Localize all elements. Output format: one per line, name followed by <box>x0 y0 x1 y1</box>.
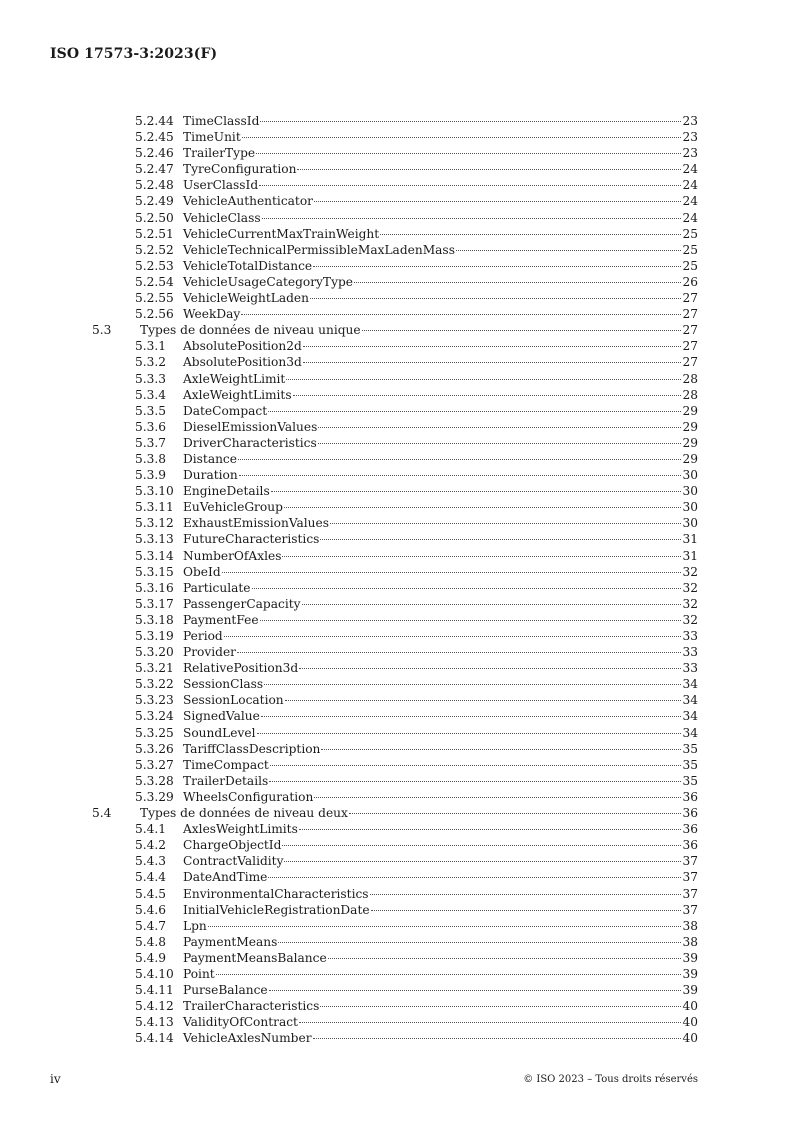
toc-entry-page: 36 <box>682 822 698 837</box>
toc-entry-page: 25 <box>682 258 698 273</box>
toc-entry-title: Lpn <box>183 918 207 933</box>
toc-entry-page: 35 <box>682 741 698 756</box>
toc-entry-number: 5.4.3 <box>135 854 167 869</box>
toc-entry[interactable] <box>92 580 698 596</box>
toc-dot-leader <box>310 298 681 299</box>
toc-entry-number: 5.2.44 <box>135 114 174 128</box>
toc-dot-leader <box>261 716 682 717</box>
toc-entry-title: PaymentMeansBalance <box>183 950 327 965</box>
toc-dot-leader <box>269 990 682 991</box>
toc-entry-number: 5.2.56 <box>135 307 174 322</box>
toc-entry-title: VehicleWeightLaden <box>183 291 309 306</box>
toc-entry-page: 34 <box>682 725 698 740</box>
toc-entry-title: AxleWeightLimits <box>183 387 292 402</box>
toc-entry-title: PaymentFee <box>183 612 259 627</box>
toc-entry-page: 31 <box>682 532 698 547</box>
toc-entry-number: 5.4.13 <box>135 1015 174 1030</box>
toc-entry-number: 5.3.28 <box>135 773 174 788</box>
toc-entry-title: Particulate <box>183 580 251 595</box>
toc-entry[interactable] <box>92 789 698 805</box>
toc-entry-page: 39 <box>682 966 698 981</box>
toc-entry-page: 24 <box>682 210 698 225</box>
toc-entry-number: 5.3.18 <box>135 612 174 627</box>
toc-entry-number: 5.3.17 <box>135 596 174 611</box>
toc-entry[interactable] <box>92 692 698 708</box>
toc-entry-number: 5.3.15 <box>135 564 174 579</box>
toc-entry[interactable] <box>92 145 698 161</box>
toc-entry-number: 5.4.2 <box>135 838 167 853</box>
toc-entry[interactable] <box>92 805 698 821</box>
toc-entry[interactable] <box>92 853 698 869</box>
toc-entry-title: TimeCompact <box>183 757 269 772</box>
toc-entry-title: InitialVehicleRegistrationDate <box>183 902 370 917</box>
toc-entry[interactable] <box>92 354 698 370</box>
toc-entry-number: 5.3.2 <box>135 355 167 370</box>
toc-entry-title: EnvironmentalCharacteristics <box>183 886 369 901</box>
toc-entry-page: 37 <box>682 902 698 917</box>
toc-dot-leader <box>362 330 682 331</box>
toc-entry-title: Point <box>183 966 215 981</box>
toc-entry-title: VehicleTechnicalPermissibleMaxLadenMass <box>183 242 455 257</box>
toc-entry-title: TariffClassDescription <box>183 741 321 756</box>
toc-entry-number: 5.2.48 <box>135 178 174 193</box>
table-of-contents <box>92 113 698 1046</box>
toc-entry-number: 5.3.7 <box>135 435 167 450</box>
toc-entry-page: 23 <box>682 130 698 145</box>
toc-entry[interactable] <box>92 226 698 242</box>
toc-entry-page: 30 <box>682 468 698 483</box>
toc-entry-page: 25 <box>682 242 698 257</box>
toc-entry-page: 32 <box>682 564 698 579</box>
toc-dot-leader <box>330 523 681 524</box>
toc-entry[interactable] <box>92 531 698 547</box>
toc-entry[interactable] <box>92 548 698 564</box>
toc-entry-page: 35 <box>682 773 698 788</box>
toc-entry-page: 27 <box>682 339 698 354</box>
toc-entry-page: 28 <box>682 387 698 402</box>
toc-entry-title: EngineDetails <box>183 484 270 499</box>
toc-entry-title: SignedValue <box>183 709 260 724</box>
toc-dot-leader <box>299 668 681 669</box>
toc-dot-leader <box>313 266 681 267</box>
toc-entry-page: 36 <box>682 838 698 853</box>
toc-entry-number: 5.3.13 <box>135 532 174 547</box>
toc-entry-number: 5.4.9 <box>135 950 167 965</box>
toc-entry[interactable] <box>92 338 698 354</box>
toc-entry-number: 5.4.12 <box>135 999 174 1014</box>
toc-dot-leader <box>268 411 681 412</box>
toc-entry[interactable] <box>92 515 698 531</box>
toc-entry-number: 5.3.8 <box>135 451 167 466</box>
toc-dot-leader <box>318 443 682 444</box>
toc-entry-number: 5.2.46 <box>135 146 174 161</box>
toc-entry-number: 5.3.4 <box>135 387 167 402</box>
toc-entry-number: 5.3.29 <box>135 789 174 804</box>
toc-entry-number: 5.3.5 <box>135 403 167 418</box>
toc-entry-title: AxleWeightLimit <box>183 371 286 386</box>
toc-entry-number: 5.3.22 <box>135 677 174 692</box>
toc-dot-leader <box>270 765 682 766</box>
toc-entry[interactable] <box>92 660 698 676</box>
toc-entry-page: 39 <box>682 950 698 965</box>
toc-entry-number: 5.3.20 <box>135 645 174 660</box>
toc-entry[interactable] <box>92 322 698 338</box>
toc-entry-title: VehicleClass <box>183 210 261 225</box>
toc-entry-title: AbsolutePosition2d <box>183 339 302 354</box>
toc-entry-number: 5.2.54 <box>135 274 174 289</box>
toc-entry-page: 26 <box>682 274 698 289</box>
toc-entry-page: 30 <box>682 516 698 531</box>
toc-entry-number: 5.4.11 <box>135 983 174 998</box>
toc-dot-leader <box>224 636 682 637</box>
toc-entry-title: SoundLevel <box>183 725 256 740</box>
toc-entry-page: 29 <box>682 435 698 450</box>
toc-entry[interactable] <box>92 129 698 145</box>
toc-dot-leader <box>282 845 681 846</box>
toc-entry-page: 33 <box>682 645 698 660</box>
toc-entry-number: 5.4.10 <box>135 966 174 981</box>
toc-dot-leader <box>208 926 682 927</box>
toc-dot-leader <box>456 250 682 251</box>
toc-dot-leader <box>216 974 682 975</box>
toc-entry-title: NumberOfAxles <box>183 548 282 563</box>
toc-entry[interactable] <box>92 998 698 1014</box>
toc-entry-title: VehicleTotalDistance <box>183 258 313 273</box>
footer-page-number: iv <box>50 1072 61 1086</box>
toc-entry-number: 5.3.19 <box>135 629 174 643</box>
toc-entry[interactable] <box>92 451 698 467</box>
toc-dot-leader <box>237 652 681 653</box>
toc-entry-page: 23 <box>682 114 698 128</box>
toc-dot-leader <box>252 588 682 589</box>
toc-entry-title: VehicleAxlesNumber <box>183 1031 312 1046</box>
toc-dot-leader <box>349 813 682 814</box>
toc-entry-title: TimeClassId <box>183 114 260 128</box>
toc-dot-leader <box>297 169 681 170</box>
toc-entry-number: 5.3.10 <box>135 484 174 499</box>
toc-dot-leader <box>264 684 681 685</box>
toc-entry[interactable] <box>92 596 698 612</box>
toc-entry[interactable] <box>92 934 698 950</box>
toc-entry[interactable] <box>92 210 698 226</box>
toc-entry[interactable] <box>92 741 698 757</box>
toc-entry[interactable] <box>92 177 698 193</box>
toc-entry-title: TyreConfiguration <box>183 162 297 177</box>
toc-entry-number: 5.4.8 <box>135 934 167 949</box>
toc-entry[interactable] <box>92 403 698 419</box>
toc-entry-number: 5.3.9 <box>135 468 167 483</box>
toc-entry-number: 5.4.4 <box>135 870 167 885</box>
toc-entry-page: 27 <box>682 307 698 322</box>
toc-entry-title: RelativePosition3d <box>183 661 299 676</box>
toc-entry-title: SessionLocation <box>183 693 284 708</box>
toc-entry-title: Duration <box>183 468 238 483</box>
toc-entry[interactable] <box>92 966 698 982</box>
toc-dot-leader <box>262 218 682 219</box>
toc-dot-leader <box>321 749 681 750</box>
toc-entry-page: 40 <box>682 999 698 1014</box>
toc-entry-page: 36 <box>682 806 698 821</box>
toc-entry-page: 29 <box>682 419 698 434</box>
toc-dot-leader <box>241 314 681 315</box>
toc-entry-title: Period <box>183 629 223 643</box>
toc-entry-title: ValidityOfContract <box>183 1015 298 1030</box>
toc-entry-title: VehicleAuthenticator <box>183 194 313 209</box>
toc-dot-leader <box>371 910 682 911</box>
toc-entry-number: 5.3.21 <box>135 661 174 676</box>
toc-dot-leader <box>257 733 682 734</box>
toc-entry-page: 36 <box>682 789 698 804</box>
toc-entry[interactable] <box>92 435 698 451</box>
toc-entry-page: 32 <box>682 612 698 627</box>
toc-dot-leader <box>299 1022 682 1023</box>
toc-entry-number: 5.3.23 <box>135 693 174 708</box>
toc-dot-leader <box>269 781 681 782</box>
toc-entry-title: DriverCharacteristics <box>183 435 317 450</box>
toc-entry-page: 35 <box>682 757 698 772</box>
toc-entry-title: TrailerCharacteristics <box>183 999 320 1014</box>
toc-entry-page: 24 <box>682 162 698 177</box>
toc-dot-leader <box>260 620 682 621</box>
toc-entry-number: 5.4.7 <box>135 918 167 933</box>
document-id-header: ISO 17573-3:2023(F) <box>50 46 218 62</box>
toc-entry-page: 32 <box>682 596 698 611</box>
toc-entry-page: 34 <box>682 677 698 692</box>
toc-dot-leader <box>238 459 682 460</box>
toc-entry-title: EuVehicleGroup <box>183 500 283 515</box>
toc-entry-title: ExhaustEmissionValues <box>183 516 329 531</box>
toc-dot-leader <box>284 861 681 862</box>
toc-entry-page: 37 <box>682 886 698 901</box>
toc-entry[interactable] <box>92 837 698 853</box>
toc-entry-number: 5.4 <box>92 806 112 821</box>
toc-entry-page: 24 <box>682 178 698 193</box>
toc-entry-page: 40 <box>682 1015 698 1030</box>
toc-entry-number: 5.4.1 <box>135 822 167 837</box>
toc-dot-leader <box>380 234 681 235</box>
toc-entry-title: PaymentMeans <box>183 934 278 949</box>
toc-dot-leader <box>259 185 681 186</box>
toc-dot-leader <box>286 379 681 380</box>
toc-entry-page: 24 <box>682 194 698 209</box>
toc-entry[interactable] <box>92 306 698 322</box>
toc-entry-title: PassengerCapacity <box>183 596 301 611</box>
toc-entry-number: 5.2.49 <box>135 194 174 209</box>
toc-entry[interactable] <box>92 387 698 403</box>
toc-entry-title: AbsolutePosition3d <box>183 355 302 370</box>
toc-entry-title: WeekDay <box>183 307 241 322</box>
toc-entry-page: 38 <box>682 918 698 933</box>
toc-entry[interactable] <box>92 161 698 177</box>
toc-entry-page: 37 <box>682 854 698 869</box>
toc-entry-title: DateCompact <box>183 403 268 418</box>
toc-dot-leader <box>293 395 682 396</box>
toc-entry[interactable] <box>92 886 698 902</box>
toc-entry-number: 5.3.6 <box>135 419 167 434</box>
toc-entry-number: 5.3.14 <box>135 548 174 563</box>
toc-entry[interactable] <box>92 773 698 789</box>
toc-entry-number: 5.3.3 <box>135 371 167 386</box>
toc-entry-page: 31 <box>682 548 698 563</box>
toc-entry-page: 23 <box>682 146 698 161</box>
toc-entry[interactable] <box>92 419 698 435</box>
toc-entry-title: UserClassId <box>183 178 259 193</box>
toc-entry-page: 40 <box>682 1031 698 1046</box>
toc-entry-title: ContractValidity <box>183 854 284 869</box>
toc-entry-number: 5.3.24 <box>135 709 174 724</box>
toc-dot-leader <box>260 121 681 122</box>
toc-entry-page: 29 <box>682 403 698 418</box>
toc-dot-leader <box>256 153 681 154</box>
toc-entry[interactable] <box>92 676 698 692</box>
toc-entry[interactable] <box>92 371 698 387</box>
toc-entry[interactable] <box>92 193 698 209</box>
toc-entry[interactable] <box>92 1030 698 1046</box>
toc-entry-page: 34 <box>682 709 698 724</box>
toc-entry-title: DieselEmissionValues <box>183 419 318 434</box>
toc-entry-number: 5.3.27 <box>135 757 174 772</box>
toc-entry-title: Provider <box>183 645 236 660</box>
toc-dot-leader <box>318 427 681 428</box>
toc-entry-title: FutureCharacteristics <box>183 532 320 547</box>
toc-entry-page: 27 <box>682 291 698 306</box>
toc-entry-title: TrailerType <box>183 146 256 161</box>
toc-entry-number: 5.3.1 <box>135 339 167 354</box>
toc-entry[interactable] <box>92 290 698 306</box>
toc-dot-leader <box>320 539 681 540</box>
toc-entry-title: AxlesWeightLimits <box>183 822 298 837</box>
toc-entry-number: 5.3.11 <box>135 500 174 515</box>
toc-dot-leader <box>242 137 682 138</box>
toc-dot-leader <box>285 700 682 701</box>
toc-entry-number: 5.3.12 <box>135 516 174 531</box>
toc-dot-leader <box>320 1006 681 1007</box>
toc-entry[interactable] <box>92 564 698 580</box>
toc-entry-number: 5.4.5 <box>135 886 167 901</box>
toc-dot-leader <box>370 894 682 895</box>
toc-entry[interactable] <box>92 499 698 515</box>
toc-dot-leader <box>299 829 682 830</box>
toc-entry-page: 25 <box>682 226 698 241</box>
toc-entry[interactable] <box>92 274 698 290</box>
toc-entry[interactable] <box>92 1014 698 1030</box>
toc-entry-page: 27 <box>682 355 698 370</box>
toc-entry[interactable] <box>92 708 698 724</box>
toc-dot-leader <box>239 475 682 476</box>
toc-entry[interactable] <box>92 483 698 499</box>
toc-entry[interactable] <box>92 821 698 837</box>
toc-entry-number: 5.2.51 <box>135 226 174 241</box>
toc-entry-title: PurseBalance <box>183 983 268 998</box>
toc-dot-leader <box>314 797 681 798</box>
toc-dot-leader <box>278 942 681 943</box>
toc-dot-leader <box>314 201 681 202</box>
toc-entry-title: ObeId <box>183 564 221 579</box>
toc-entry[interactable] <box>92 950 698 966</box>
toc-entry[interactable] <box>92 467 698 483</box>
toc-entry[interactable] <box>92 982 698 998</box>
toc-entry-title: WheelsConfiguration <box>183 789 314 804</box>
toc-dot-leader <box>303 346 682 347</box>
toc-entry-page: 30 <box>682 484 698 499</box>
toc-dot-leader <box>303 362 682 363</box>
toc-entry-number: 5.3.16 <box>135 580 174 595</box>
toc-entry[interactable] <box>92 628 698 644</box>
toc-dot-leader <box>313 1038 682 1039</box>
toc-entry[interactable] <box>92 902 698 918</box>
toc-entry-title: TimeUnit <box>183 130 241 145</box>
toc-entry-title: Types de données de niveau unique <box>140 323 361 338</box>
toc-entry-page: 30 <box>682 500 698 515</box>
toc-entry-number: 5.4.14 <box>135 1031 174 1046</box>
toc-entry-number: 5.2.55 <box>135 291 174 306</box>
toc-entry[interactable] <box>92 113 698 129</box>
toc-entry-title: DateAndTime <box>183 870 268 885</box>
toc-dot-leader <box>268 877 681 878</box>
toc-entry-page: 38 <box>682 934 698 949</box>
toc-entry-page: 37 <box>682 870 698 885</box>
toc-entry-page: 28 <box>682 371 698 386</box>
toc-entry-number: 5.3.26 <box>135 741 174 756</box>
toc-entry-title: VehicleUsageCategoryType <box>183 274 353 289</box>
toc-entry-page: 33 <box>682 661 698 676</box>
toc-entry-number: 5.2.45 <box>135 130 174 145</box>
toc-entry[interactable] <box>92 918 698 934</box>
toc-entry-number: 5.2.53 <box>135 258 174 273</box>
toc-entry[interactable] <box>92 644 698 660</box>
toc-entry-title: Types de données de niveau deux <box>140 806 348 821</box>
toc-entry-number: 5.2.50 <box>135 210 174 225</box>
toc-entry[interactable] <box>92 869 698 885</box>
toc-entry-number: 5.2.47 <box>135 162 174 177</box>
toc-entry-title: ChargeObjectId <box>183 838 282 853</box>
toc-entry[interactable] <box>92 757 698 773</box>
toc-entry-title: SessionClass <box>183 677 264 692</box>
toc-dot-leader <box>222 572 682 573</box>
toc-entry-title: TrailerDetails <box>183 773 269 788</box>
toc-entry[interactable] <box>92 725 698 741</box>
footer-copyright: © ISO 2023 – Tous droits réservés <box>523 1074 698 1085</box>
toc-entry-number: 5.4.6 <box>135 902 167 917</box>
toc-dot-leader <box>302 604 682 605</box>
toc-entry-page: 34 <box>682 693 698 708</box>
toc-entry-number: 5.2.52 <box>135 242 174 257</box>
toc-dot-leader <box>354 282 682 283</box>
toc-entry[interactable] <box>92 258 698 274</box>
toc-entry-number: 5.3 <box>92 323 112 338</box>
toc-dot-leader <box>328 958 682 959</box>
toc-entry-page: 33 <box>682 629 698 643</box>
toc-entry-title: VehicleCurrentMaxTrainWeight <box>183 226 380 241</box>
toc-entry[interactable] <box>92 242 698 258</box>
toc-entry-page: 29 <box>682 451 698 466</box>
toc-entry-number: 5.3.25 <box>135 725 174 740</box>
toc-entry-page: 32 <box>682 580 698 595</box>
toc-entry-page: 27 <box>682 323 698 338</box>
toc-dot-leader <box>284 507 682 508</box>
toc-dot-leader <box>282 556 681 557</box>
toc-entry[interactable] <box>92 612 698 628</box>
toc-entry-page: 39 <box>682 983 698 998</box>
toc-dot-leader <box>271 491 682 492</box>
toc-entry-title: Distance <box>183 451 237 466</box>
